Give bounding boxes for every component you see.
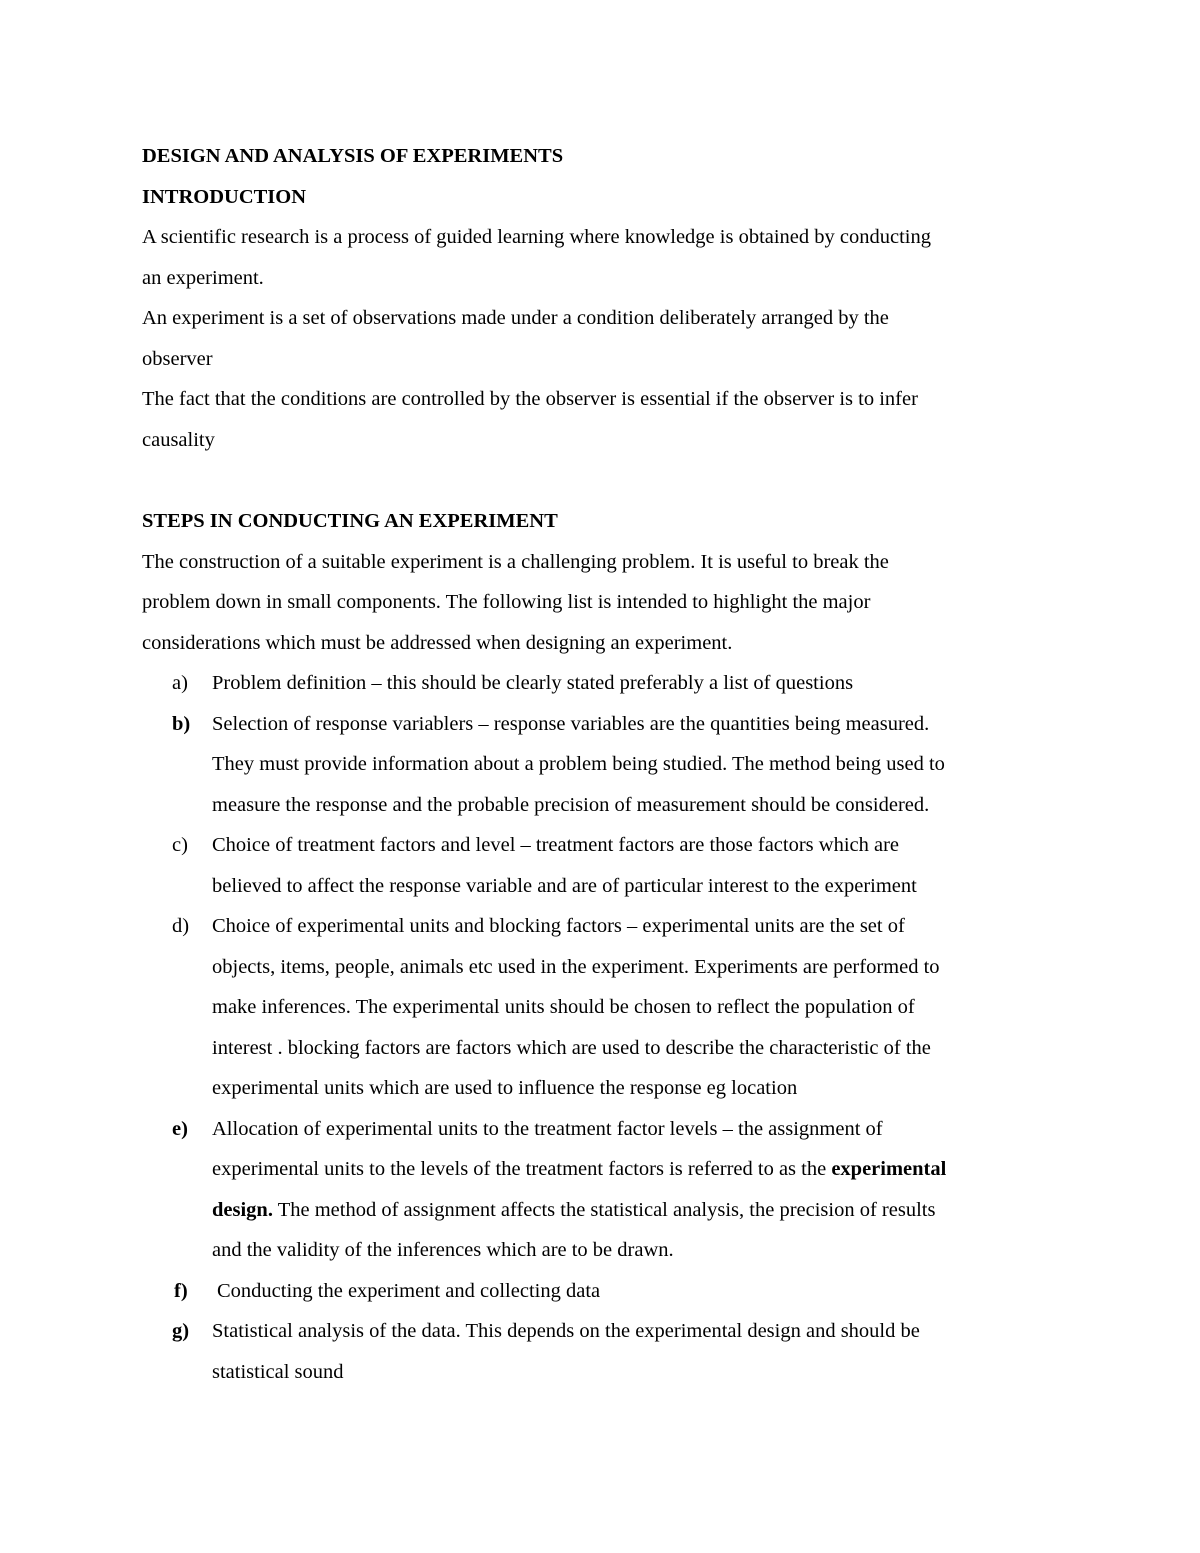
- list-item-line: Choice of experimental units and blocking factors – experimental units are the set of: [212, 915, 905, 937]
- list-marker: d): [172, 915, 190, 937]
- list-item-text: experimental units to the levels of the treatment factors is referred to as the: [212, 1158, 832, 1180]
- paragraph-line: The construction of a suitable experiment is a challenging problem. It is useful to break the: [142, 550, 889, 573]
- list-item-line: believed to affect the response variable and are of particular interest to the experiment: [212, 874, 917, 897]
- paragraph-line: an experiment.: [142, 266, 264, 289]
- list-marker: f): [174, 1279, 188, 1302]
- list-item-line: Allocation of experimental units to the treatment factor levels – the assignment of: [212, 1117, 883, 1140]
- document-content: [142, 136, 1072, 1392]
- list-marker: b): [172, 712, 191, 735]
- list-marker: c): [172, 834, 188, 856]
- introduction-heading: INTRODUCTION: [142, 185, 307, 208]
- list-item-line: Choice of treatment factors and level – treatment factors are those factors which are: [212, 834, 900, 856]
- list-item-a: [142, 663, 1072, 704]
- list-item-line: Statistical analysis of the data. This depends on the experimental design and should be: [212, 1320, 920, 1342]
- paragraph-line: An experiment is a set of observations made under a condition deliberately arranged by the: [142, 307, 889, 329]
- list-item-line: make inferences. The experimental units should be chosen to reflect the population of: [212, 996, 915, 1018]
- section-spacer: [142, 460, 1072, 501]
- paragraph-line: A scientific research is a process of guided learning where knowledge is obtained by conducting: [142, 226, 931, 248]
- steps-heading: STEPS IN CONDUCTING AN EXPERIMENT: [142, 510, 558, 532]
- document-title: DESIGN AND ANALYSIS OF EXPERIMENTS: [142, 145, 564, 167]
- list-marker: g): [172, 1320, 190, 1342]
- list-item-f: [142, 1271, 1072, 1312]
- steps-list: [142, 663, 1072, 1392]
- list-item-d: [142, 906, 1072, 1109]
- list-item-line: [212, 1149, 1072, 1190]
- list-item-g: [142, 1311, 1072, 1392]
- list-item-line: and the validity of the inferences which are to be drawn.: [212, 1239, 674, 1261]
- paragraph-line: observer: [142, 347, 213, 370]
- paragraph-line: causality: [142, 428, 215, 451]
- list-item-line: statistical sound: [212, 1360, 344, 1383]
- list-item-text: The method of assignment affects the statistical analysis, the precision of results: [272, 1198, 936, 1221]
- paragraph-line: considerations which must be addressed when designing an experiment.: [142, 631, 733, 654]
- emphasis-text: experimental: [831, 1158, 947, 1180]
- list-item-line: measure the response and the probable precision of measurement should be considered.: [212, 793, 930, 816]
- paragraph-line: problem down in small components. The following list is intended to highlight the major: [142, 591, 871, 613]
- list-item-line: [212, 1190, 1072, 1231]
- list-item-line: Selection of response variablers – response variables are the quantities being measured.: [212, 712, 930, 735]
- list-item-line: objects, items, people, animals etc used in the experiment. Experiments are performed to: [212, 955, 940, 978]
- list-item-b: [142, 704, 1072, 826]
- emphasis-text: design.: [212, 1198, 273, 1221]
- list-item-line: Conducting the experiment and collecting data: [217, 1279, 601, 1302]
- list-marker: a): [172, 672, 188, 694]
- list-item-line: Problem definition – this should be clearly stated preferably a list of questions: [212, 672, 854, 694]
- list-item-e: [142, 1109, 1072, 1271]
- list-item-c: [142, 825, 1072, 906]
- list-item-line: experimental units which are used to influence the response eg location: [212, 1077, 798, 1099]
- list-item-line: They must provide information about a problem being studied. The method being used to: [212, 753, 945, 775]
- list-item-line: interest . blocking factors are factors which are used to describe the characteristic of the: [212, 1036, 931, 1059]
- paragraph-line: The fact that the conditions are controlled by the observer is essential if the observer is to infer: [142, 388, 918, 410]
- list-marker: e): [172, 1117, 188, 1140]
